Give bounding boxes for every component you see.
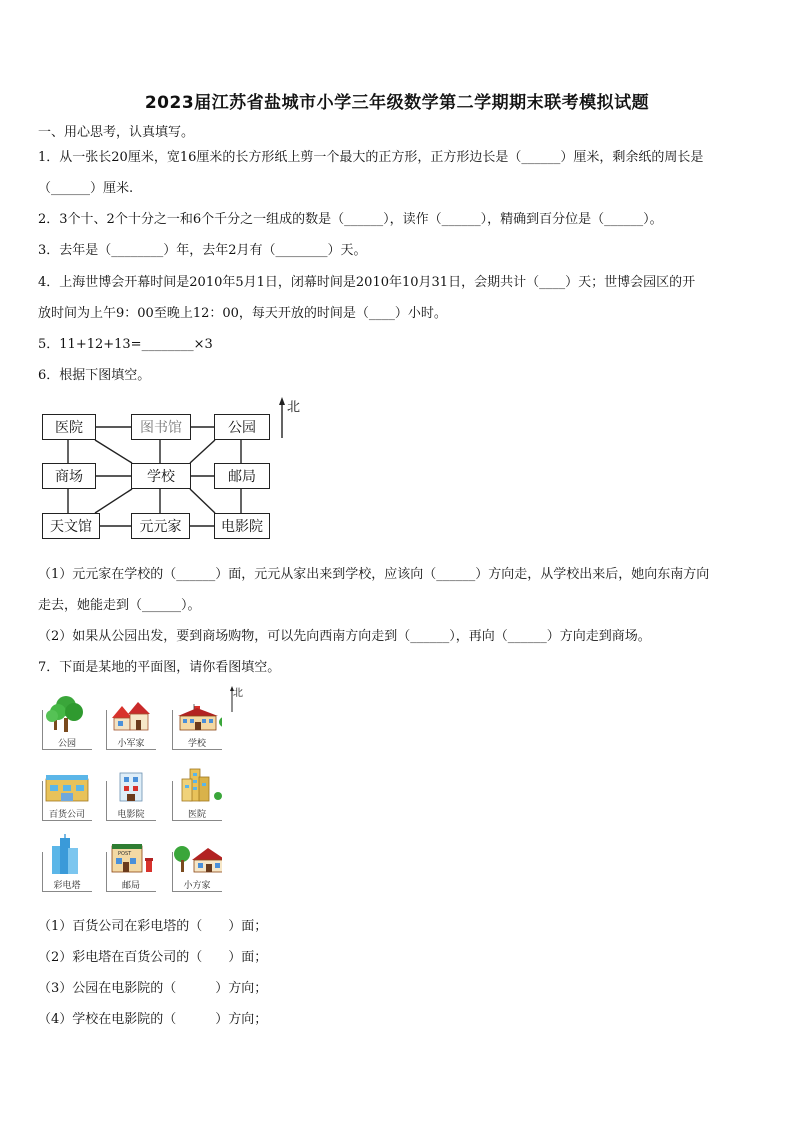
map-cell-label: 医院: [187, 810, 206, 820]
question-7-sub-2: （2）彩电塔在百货公司的（ ）面；: [38, 950, 268, 965]
map-cell-post-office: [106, 834, 156, 892]
map-cell-school: [172, 692, 222, 750]
map-cell-label: 学校: [187, 739, 206, 749]
box-library: 图书馆: [131, 414, 191, 440]
question-7-sub-4: （4）学校在电影院的（ ）方向；: [38, 1012, 268, 1027]
question-1-line-1: 1．从一张长20厘米，宽16厘米的长方形纸上剪一个最大的正方形，正方形边长是（______）厘米，剩余纸的周长是: [38, 150, 704, 165]
question-1-line-2: （______）厘米.: [38, 181, 134, 196]
post-office-icon: [106, 834, 156, 878]
page-title: 2023届江苏省盐城市小学三年级数学第二学期期末联考模拟试题: [144, 93, 650, 113]
map-cell-tv-tower: [42, 834, 92, 892]
map-north-label: 北: [233, 688, 243, 699]
question-5: 5．11+12+13=________×3: [38, 337, 213, 352]
tower-icon: [42, 834, 92, 878]
map-cell-xiaojun-home: [106, 692, 156, 750]
north-arrow-head: [279, 397, 285, 405]
map-cell-label: 彩电塔: [53, 881, 81, 891]
post-sign: POST: [118, 851, 132, 857]
map-cell-hospital: [172, 763, 222, 821]
question-6-sub-2: （2）如果从公园出发，要到商场购物，可以先向西南方向走到（______），再向（______）方向走到商场。: [38, 629, 651, 644]
cinema-icon: [106, 763, 156, 807]
school-icon: [172, 692, 222, 736]
box-cinema: 电影院: [214, 513, 270, 539]
question-6-stem: 6．根据下图填空。: [38, 368, 151, 383]
map-cell-park: [42, 692, 92, 750]
house-icon: [106, 692, 156, 736]
map-cell-label: 小方家: [183, 881, 211, 891]
box-yuanyuan-home: 元元家: [131, 513, 190, 539]
department-store-icon: [42, 763, 92, 807]
map-cell-label: 小军家: [117, 739, 145, 749]
map-cell-label: 公园: [57, 739, 76, 749]
question-3: 3．去年是（________）年，去年2月有（________）天。: [38, 243, 367, 258]
section-heading: 一、用心思考，认真填写。: [38, 125, 195, 140]
map-cell-cinema: [106, 763, 156, 821]
tree-icon: [42, 692, 92, 736]
question-6-sub-1-line-2: 走去，她能走到（______）。: [38, 598, 201, 613]
question-2: 2．3个十、2个十分之一和6个千分之一组成的数是（______），读作（______），精确到百分位是（______）。: [38, 212, 663, 227]
box-school: 学校: [131, 463, 191, 489]
box-post-office: 邮局: [214, 463, 270, 489]
connector-line: [95, 440, 132, 463]
box-hospital: 医院: [42, 414, 96, 440]
question-7-sub-3: （3）公园在电影院的（ ）方向；: [38, 981, 268, 996]
connector-line: [95, 489, 132, 513]
box-mall: 商场: [42, 463, 96, 489]
question-4-line-2: 放时间为上午9：00至晚上12：00，每天开放的时间是（____）小时。: [38, 306, 447, 321]
map-cell-label: 邮局: [121, 881, 140, 891]
question-7-stem: 7．下面是某地的平面图，请你看图填空。: [38, 660, 281, 675]
map-cell-xiaofang-home: [172, 834, 222, 892]
question-6-sub-1-line-1: （1）元元家在学校的（______）面，元元从家出来到学校，应该向（______）方向走，从学校出来后，她向东南方向: [38, 567, 710, 582]
map-cell-label: 百货公司: [48, 810, 85, 820]
hospital-icon: [172, 763, 222, 807]
connector-line: [190, 440, 215, 463]
connector-line: [190, 489, 215, 513]
map-cell-department-store: [42, 763, 92, 821]
box-observatory: 天文馆: [42, 513, 100, 539]
house-with-tree-icon: [172, 834, 222, 878]
question-4-line-1: 4．上海世博会开幕时间是2010年5月1日，闭幕时间是2010年10月31日，会期共计（____）天；世博会园区的开: [38, 275, 696, 290]
north-label: 北: [287, 400, 301, 415]
map-cell-label: 电影院: [117, 810, 145, 820]
question-7-sub-1: （1）百货公司在彩电塔的（ ）面；: [38, 919, 268, 934]
box-park: 公园: [214, 414, 270, 440]
